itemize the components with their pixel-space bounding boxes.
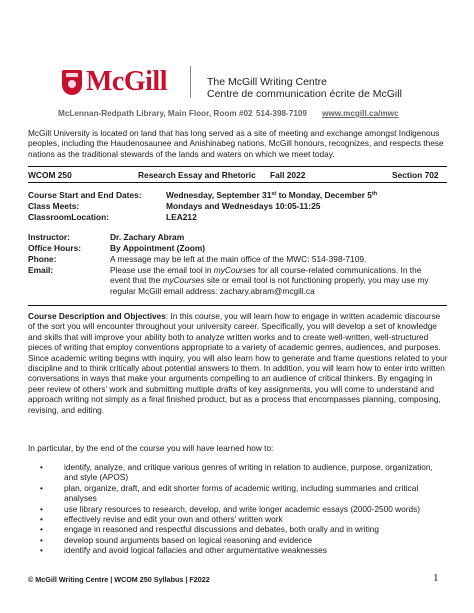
course-title: Research Essay and Rhetoric [138,170,256,180]
dates-label: Course Start and End Dates: [28,190,142,200]
bullet-icon: • [40,503,43,514]
email-details: Please use the email tool in myCourses for all course-related communications. In the event that the myCourses site or email tool is not functioning properly, you may use my regular McGill email address: zachary.abram@mcgill.ca [110,265,448,296]
instructor-label: Instructor: [28,232,70,242]
centre-name-french: Centre de communication écrite de McGill [207,88,402,100]
phone: 514-398-7109 [256,109,307,118]
objective-text: plan, organize, draft, and edit shorter forms of academic writing, including summaries and critical analyses [64,482,419,504]
objectives-list [28,462,446,556]
description-text: : In this course, you will learn how to engage in written academic discourse of the sort you will encounter throughout your university career. Specifically, you will develop a set of knowledge and skills that will improve your ability both to analyze written works and to create well-written, well-structured pieces of writing that employ conventions appropriate to a variety of academic genres, audiences, and purposes. Since academic writing begins with inquiry, you will also learn how to generate and frame questions related to your discipline and to think critically about potential answers to them. In addition, you will learn how to enter into written conversations in ways that make your arguments compelling to an audience of critical thinkers. By engaging in peer review of others' work and submitting multiple drafts of key assignments, you will come to understand and approach writing not simply as a final finished product, but as a process that encompasses planning, composing, revising, and editing. [28,311,448,415]
bullet-icon: • [40,534,43,545]
bullet-icon: • [40,524,43,535]
objective-text: effectively revise and edit your own and others' written work [64,514,283,525]
course-description [28,311,448,415]
objectives-intro: In particular, by the end of the course you will have learned how to: [28,443,274,453]
address: McLennan-Redpath Library, Main Floor, Room #02 [58,109,253,118]
divider-top [28,166,447,167]
objective-text: engage in reasoned and respectful discussions and debates, both orally and in writing [64,524,380,535]
bullet-icon: • [40,462,43,472]
page-number: 1 [433,572,439,584]
mcgill-logo-text: McGill [86,66,167,97]
phone-value: A message may be left at the main office of the MWC: 514-398-7109. [110,254,367,264]
objective-item [28,462,446,483]
dates-value: Wednesday, September 31st to Monday, December 5th [166,190,378,200]
meets-value: Mondays and Wednesdays 10:05-11:25 [166,201,321,211]
office-hours-label: Office Hours: [28,243,82,253]
objective-text: develop sound arguments based on logical reasoning and evidence [64,534,313,545]
course-section: Section 702 [392,170,439,180]
objective-item [28,504,446,514]
objective-text: use library resources to research, develop, and write longer academic essays (2000-2500 words) [64,503,421,514]
divider-bottom [28,305,447,306]
centre-name-english: The McGill Writing Centre [207,76,328,88]
objective-text: identify, analyze, and critique various genres of writing in relation to audience, purpose, organization, and style (APOS) [64,462,433,483]
objective-item [28,514,446,524]
footer-text: © McGill Writing Centre | WCOM 250 Syllabus | F2022 [28,575,210,584]
meets-label: Class Meets: [28,201,80,211]
divider-mid [28,182,447,183]
objective-item [28,535,446,545]
location-label: ClassroomLocation: [28,212,109,222]
office-hours-value: By Appointment (Zoom) [110,243,206,253]
bullet-icon: • [40,482,43,493]
objective-item [28,545,446,555]
email-address[interactable]: regular McGill email address: zachary.abram@mcgill.ca [110,285,315,296]
location-value: LEA212 [166,212,197,222]
description-heading: Course Description and Objectives [28,311,166,321]
email-label: Email: [28,265,54,275]
website-link[interactable]: www.mcgill.ca/mwc [322,109,399,118]
phone-label: Phone: [28,254,57,264]
instructor-name: Dr. Zachary Abram [110,232,185,242]
bullet-icon: • [40,514,43,525]
objective-text: identify and avoid logical fallacies and other argumentative weaknesses [64,545,327,556]
course-code: WCOM 250 [28,170,72,180]
bullet-icon: • [40,545,43,556]
header-divider [190,66,191,98]
objective-item [28,483,446,504]
mcgill-crest-icon [62,70,82,95]
objective-item [28,524,446,534]
course-term: Fall 2022 [270,170,306,180]
land-acknowledgement: McGill University is located on land that has long served as a site of meeting and exchange amongst Indigenous peoples, including the Haudenosaunee and Anishinabeg nations. McGill honours, recognizes, and respects these nations as the traditional stewards of the lands and waters on which we meet today. [28,128,444,159]
